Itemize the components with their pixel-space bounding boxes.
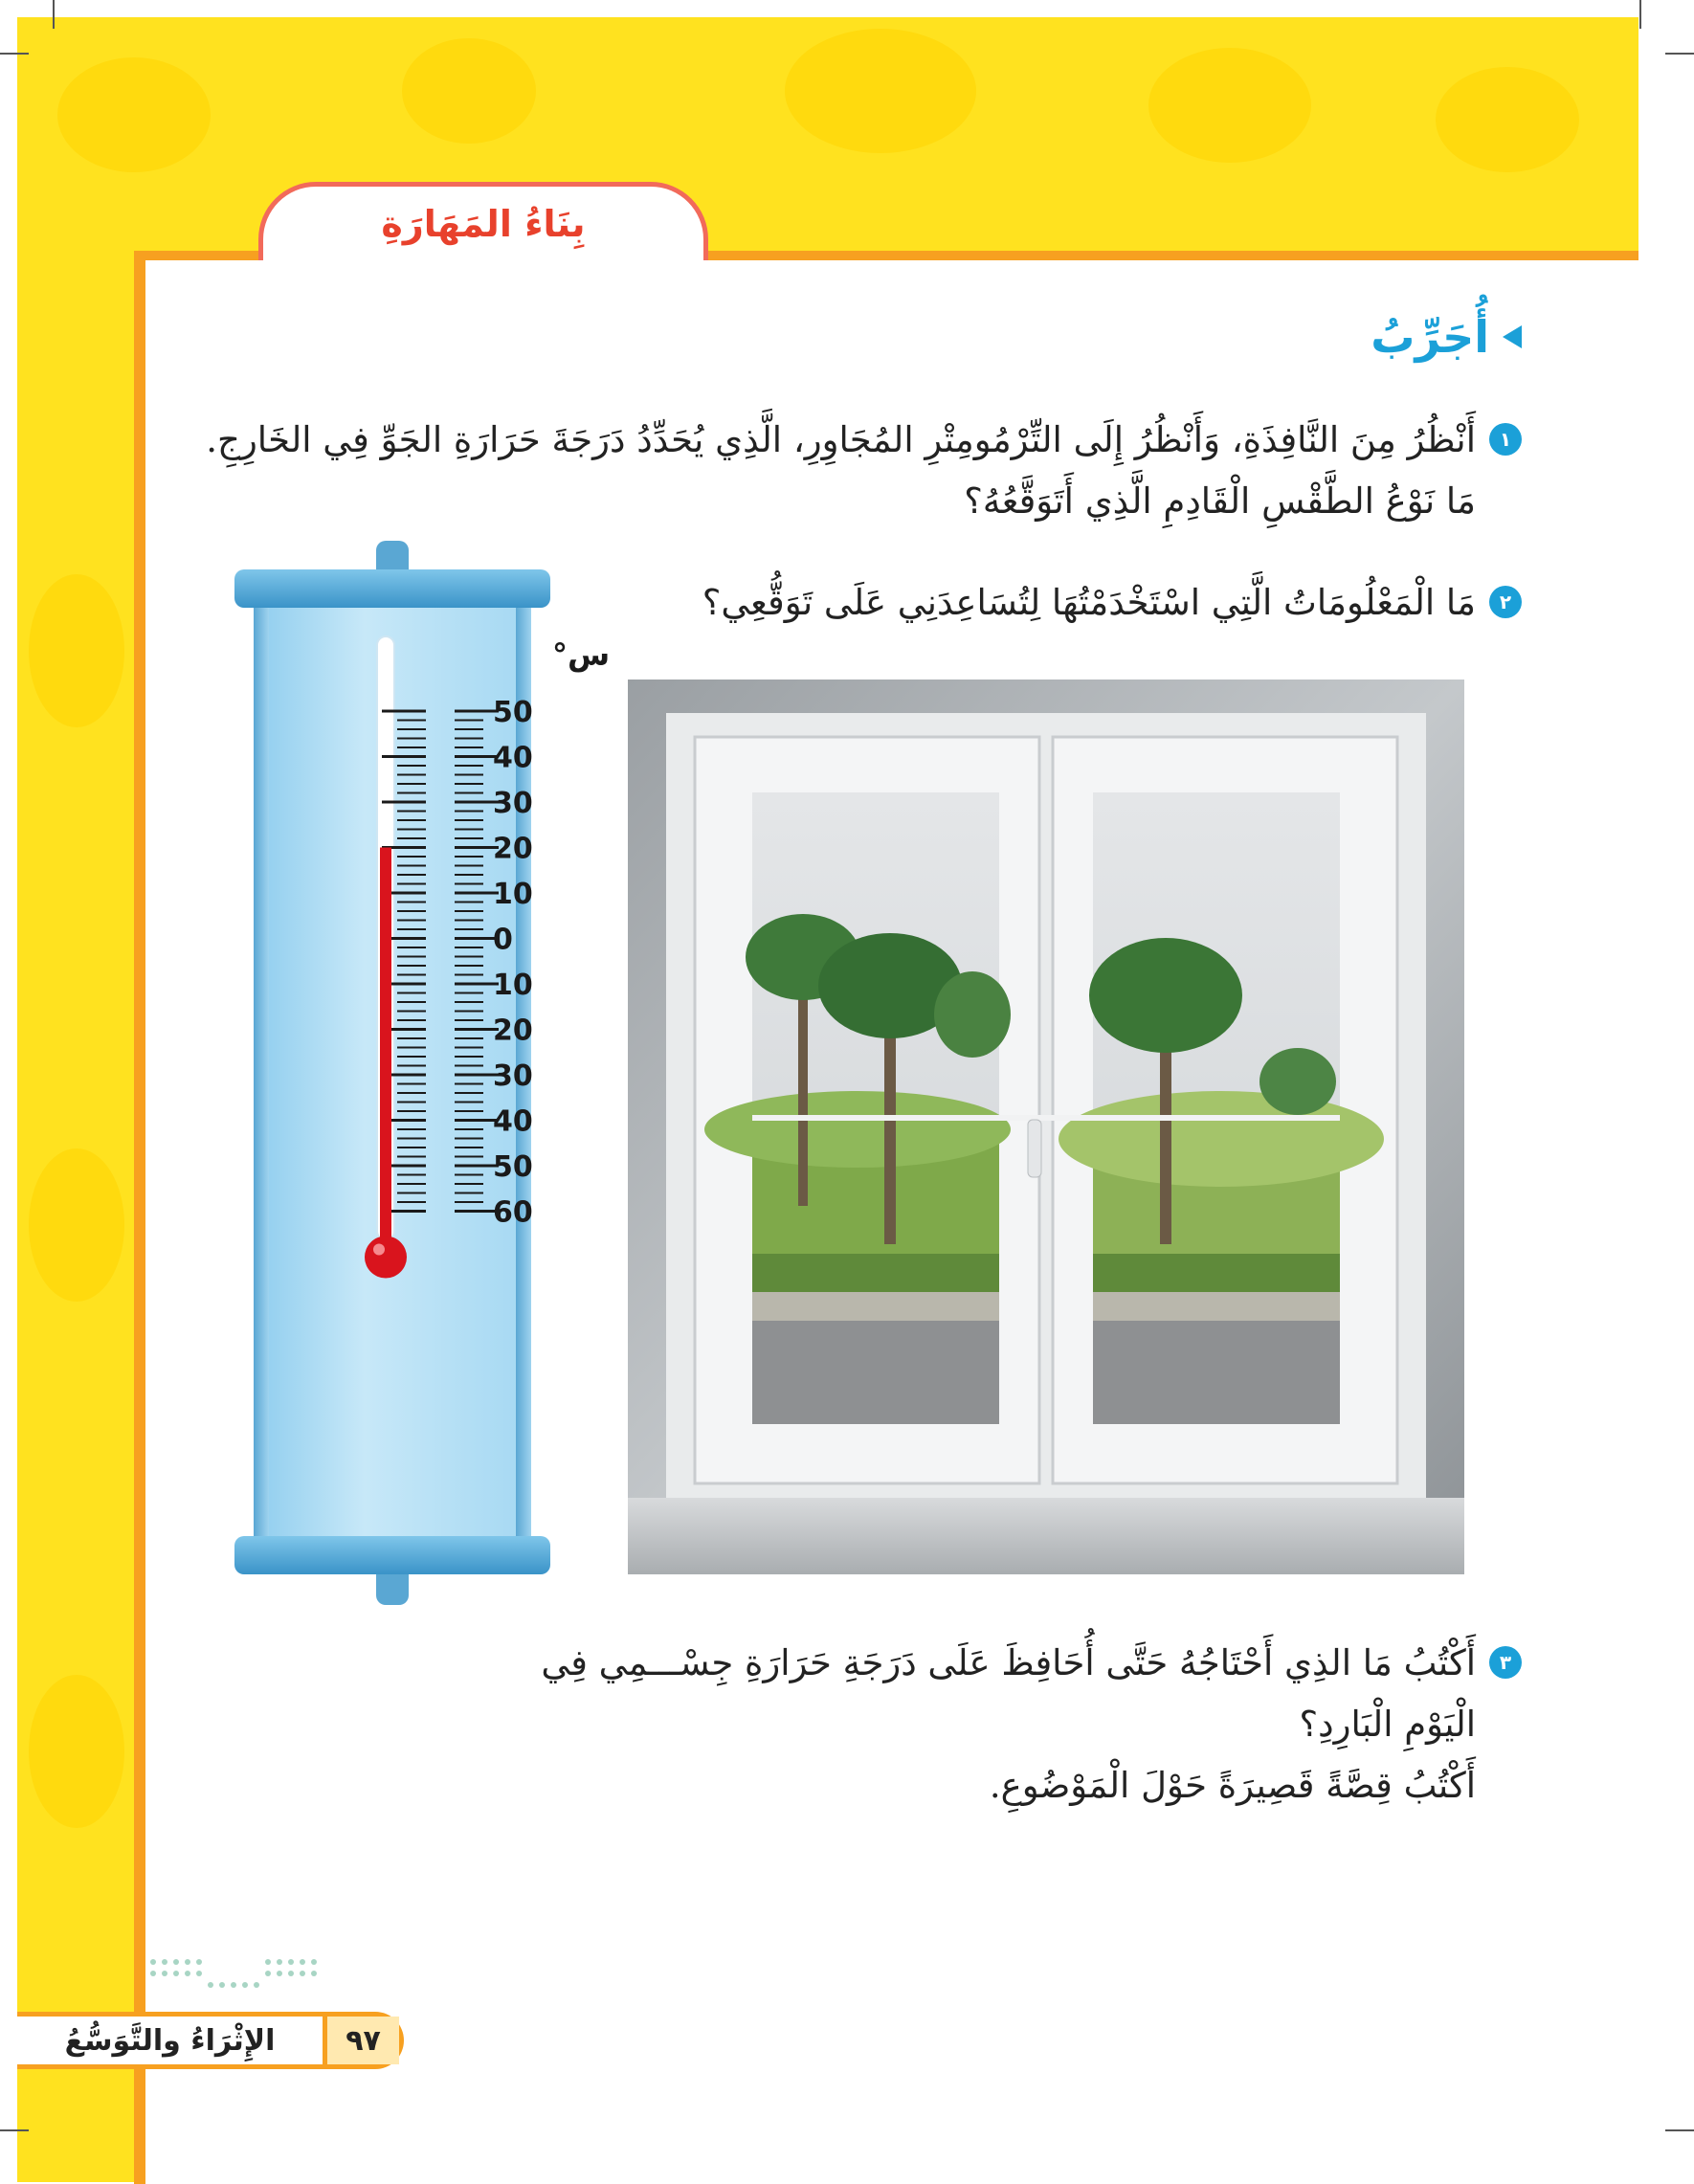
- thermometer-scale-label: 40: [493, 741, 533, 775]
- background-blob: [785, 29, 976, 153]
- question-3: [541, 1637, 1522, 1813]
- background-blob: [1436, 67, 1579, 172]
- thermometer-scale-label: 40: [493, 1104, 533, 1139]
- thermometer-scale-label: 10: [493, 969, 533, 1002]
- frame-edge-left: [134, 251, 145, 2184]
- thermometer-bulb-highlight: [373, 1244, 385, 1256]
- background-blob: [1148, 48, 1311, 163]
- thermometer-scale-label: 10: [493, 878, 533, 911]
- crop-mark: [0, 2129, 29, 2131]
- thermometer-scale-label: 60: [493, 1195, 533, 1230]
- footer-bar: [17, 2012, 404, 2069]
- question-text: أَنْظُرُ مِنَ النَّافِذَةِ، وَأَنْظُرُ إِلَى التِّرْمُومِتْرِ المُجَاوِرِ، الَّذِي يُحَدِّدُ دَرَجَةَ حَرَارَةِ الجَوِّ فِي الخَارِجِ.: [206, 419, 1476, 460]
- window-garden-photo: [628, 680, 1464, 1574]
- window-pane-right: [1059, 792, 1384, 1424]
- thermometer-scale-label: 20: [493, 832, 533, 866]
- thermometer-scale: [349, 541, 665, 1617]
- question-1: [206, 413, 1522, 528]
- crop-mark: [1665, 53, 1694, 55]
- window-sill: [628, 1498, 1464, 1574]
- page-side-background: [17, 17, 146, 2182]
- thermometer-scale-label: 50: [493, 696, 533, 729]
- thermometer-scale-label: 50: [493, 1150, 533, 1184]
- question-2: [702, 576, 1522, 630]
- question-number: ٢: [1489, 586, 1522, 618]
- thermometer-scale-label: 0: [493, 923, 513, 957]
- skill-tab-title: بِنَاءُ المَهَارَةِ: [381, 202, 586, 245]
- triangle-bullet-icon: [1503, 325, 1522, 348]
- thermometer-scale-label: 30: [493, 787, 533, 820]
- question-text: مَا الْمَعْلُومَاتُ الَّتِي اسْتَخْدَمْتُهَا لِتُسَاعِدَنِي عَلَى تَوَقُّعِي؟: [702, 582, 1476, 623]
- crop-mark: [53, 0, 55, 29]
- question-text: مَا نَوْعُ الطَّقْسِ الْقَادِمِ الَّذِي أَتَوَقَّعُهُ؟: [964, 480, 1476, 522]
- question-number: ١: [1489, 423, 1522, 456]
- thermometer-scale-label: 30: [493, 1059, 533, 1093]
- background-blob: [402, 38, 536, 144]
- crop-mark: [1665, 2129, 1694, 2131]
- thermometer-unit: °س: [552, 636, 611, 673]
- footer-title: الإِثْرَاءُ والتَّوَسُّعُ: [64, 2023, 276, 2058]
- question-text: الْيَوْمِ الْبَارِدِ؟: [1299, 1704, 1476, 1745]
- background-blob: [29, 574, 124, 727]
- background-blob: [29, 1675, 124, 1828]
- question-number: ٣: [1489, 1646, 1522, 1679]
- crop-mark: [0, 53, 29, 55]
- background-blob: [29, 1148, 124, 1302]
- thermometer: [234, 541, 611, 1617]
- section-heading: [1371, 311, 1522, 363]
- section-heading-text: أُجَرِّبُ: [1371, 311, 1489, 363]
- publisher-logo-icon: [144, 1952, 335, 2000]
- thermometer-rail: [254, 608, 269, 1536]
- thermometer-bulb: [365, 1237, 407, 1279]
- window-transom: [752, 1115, 1340, 1121]
- thermometer-scale-label: 20: [493, 1014, 533, 1048]
- background-blob: [57, 57, 211, 172]
- window-handle-icon: [1028, 1120, 1041, 1177]
- question-text: أَكْتُبُ مَا الذِي أَحْتَاجُهُ حَتَّى أُحَافِظَ عَلَى دَرَجَةِ حَرَارَةِ جِسْـــمِي فِي: [541, 1642, 1476, 1683]
- page-number: ٩٧: [323, 2017, 399, 2064]
- crop-mark: [1639, 0, 1641, 29]
- question-text: أَكْتُبُ قِصَّةً قَصِيرَةً حَوْلَ الْمَوْضُوعِ.: [989, 1765, 1476, 1806]
- skill-tab: [258, 182, 708, 260]
- thermometer-liquid: [380, 848, 391, 1250]
